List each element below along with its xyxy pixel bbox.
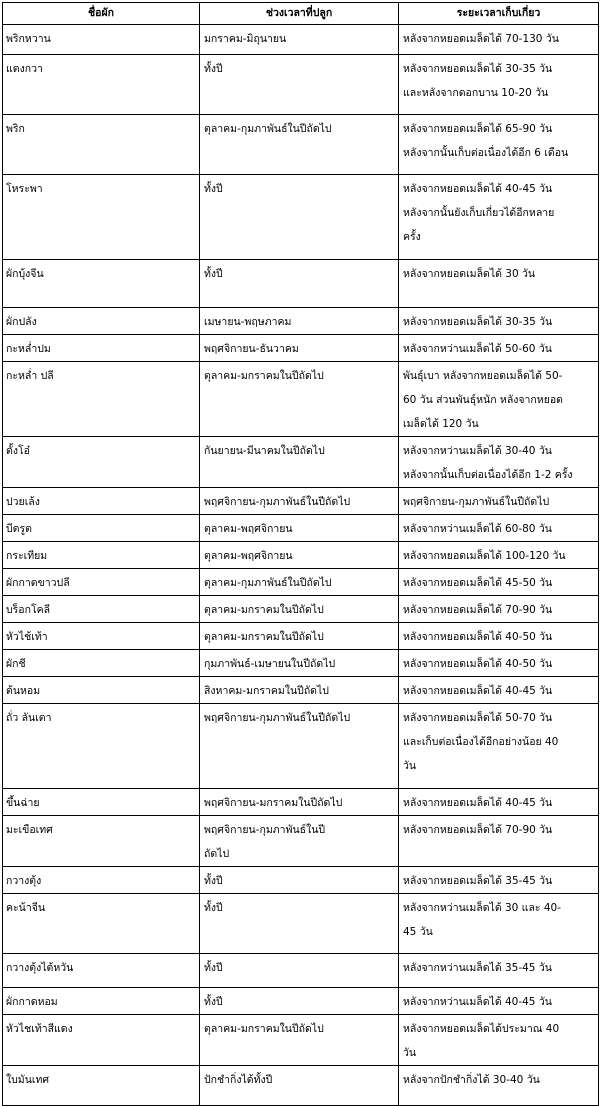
harvest-time-line: วัน xyxy=(403,1047,417,1059)
harvest-time-line: หลังจากหยอดเมล็ดได้ 50-70 วัน xyxy=(403,712,553,724)
harvest-time-line: หลังจากหยอดเมล็ดได้ 40-50 วัน xyxy=(403,631,553,643)
harvest-time-cell xyxy=(399,677,599,704)
harvest-time-cell xyxy=(399,55,599,115)
planting-period-line: มกราคม-มิถุนายน xyxy=(204,33,287,45)
vegetable-name: พริก xyxy=(6,123,25,135)
planting-period-cell xyxy=(200,704,399,789)
harvest-time-cell xyxy=(399,789,599,816)
harvest-time-cell xyxy=(399,542,599,569)
planting-period-line: ตุลาคม-กุมภาพันธ์ในปีถัดไป xyxy=(204,577,332,589)
planting-period-cell xyxy=(200,55,399,115)
harvest-time-line: หลังจากหยอดเมล็ดได้ 30-35 วัน xyxy=(403,316,553,328)
harvest-time-cell xyxy=(399,25,599,55)
vegetable-name-cell xyxy=(3,596,200,623)
vegetable-name-cell xyxy=(3,867,200,894)
vegetable-name-cell xyxy=(3,704,200,789)
vegetable-name: ถั่ว ลันเตา xyxy=(6,712,52,724)
table-row xyxy=(3,1066,599,1106)
table-row xyxy=(3,988,599,1015)
planting-period-line: เมษายน-พฤษภาคม xyxy=(204,316,292,328)
vegetable-name: โหระพา xyxy=(6,183,43,195)
table-row xyxy=(3,1015,599,1066)
harvest-time-line: 60 วัน ส่วนพันธุ์หนัก หลังจากหยอด xyxy=(403,394,563,406)
planting-period-line: ทั้งปี xyxy=(204,63,223,75)
harvest-time-line: หลังจากหยอดเมล็ดได้ 70-90 วัน xyxy=(403,824,553,836)
vegetable-name-cell xyxy=(3,623,200,650)
harvest-time-cell xyxy=(399,954,599,988)
planting-period-line: ทั้งปี xyxy=(204,268,223,280)
vegetable-name-cell xyxy=(3,308,200,335)
planting-period-cell xyxy=(200,542,399,569)
harvest-time-cell xyxy=(399,704,599,789)
table-row xyxy=(3,954,599,988)
table-row xyxy=(3,437,599,488)
planting-period-line: พฤศจิกายน-กุมภาพันธ์ในปีถัดไป xyxy=(204,712,351,724)
table-row xyxy=(3,335,599,362)
vegetable-name-cell xyxy=(3,175,200,260)
harvest-time-line: หลังจากหยอดเมล็ดได้ 40-45 วัน xyxy=(403,797,553,809)
table-row xyxy=(3,894,599,954)
planting-period-line: ปักชำกิ่งได้ทั้งปี xyxy=(204,1074,273,1086)
planting-period-line: กุมภาพันธ์-เมษายนในปีถัดไป xyxy=(204,658,336,670)
vegetable-name-cell xyxy=(3,569,200,596)
vegetable-name: ผักกาดหอม xyxy=(6,996,58,1008)
vegetable-name: ขึ้นฉ่าย xyxy=(6,797,40,809)
vegetable-name-cell xyxy=(3,789,200,816)
harvest-time-line: หลังจากหยอดเมล็ดได้ 30-35 วัน xyxy=(403,63,553,75)
harvest-time-line: หลังจากหยอดเมล็ดได้ 40-50 วัน xyxy=(403,658,553,670)
vegetable-name-cell xyxy=(3,362,200,437)
harvest-time-line: หลังจากหยอดเมล็ดได้ 40-45 วัน xyxy=(403,685,553,697)
table-row xyxy=(3,515,599,542)
planting-period-line: ทั้งปี xyxy=(204,996,223,1008)
planting-period-line: สิงหาคม-มกราคมในปีถัดไป xyxy=(204,685,329,697)
vegetable-name: ผักชี xyxy=(6,658,26,670)
vegetable-name-cell xyxy=(3,1015,200,1066)
harvest-time-line: หลังจากหว่านเมล็ดได้ 30-40 วัน xyxy=(403,445,552,457)
harvest-time-line: วัน xyxy=(403,760,417,772)
vegetable-name: ต้นหอม xyxy=(6,685,41,697)
harvest-time-cell xyxy=(399,623,599,650)
harvest-time-line: หลังจากหยอดเมล็ดได้ 30 วัน xyxy=(403,268,536,280)
header-vegetable-name: ชื่อผัก xyxy=(3,3,200,25)
vegetable-name: มะเขือเทศ xyxy=(6,824,53,836)
table-row xyxy=(3,596,599,623)
vegetable-name-cell xyxy=(3,115,200,175)
harvest-time-line: หลังจากหยอดเมล็ดได้ประมาณ 40 xyxy=(403,1023,560,1035)
planting-period-cell xyxy=(200,515,399,542)
planting-period-line: ทั้งปี xyxy=(204,902,223,914)
table-row xyxy=(3,816,599,867)
planting-period-cell xyxy=(200,867,399,894)
planting-period-line: ตุลาคม-มกราคมในปีถัดไป xyxy=(204,631,324,643)
vegetable-name-cell xyxy=(3,335,200,362)
vegetable-planting-table xyxy=(2,2,599,1106)
vegetable-name-cell xyxy=(3,677,200,704)
planting-period-line: พฤศจิกายน-กุมภาพันธ์ในปี xyxy=(204,824,326,836)
planting-period-line: ตุลาคม-มกราคมในปีถัดไป xyxy=(204,1023,324,1035)
planting-period-cell xyxy=(200,335,399,362)
planting-period-line: ทั้งปี xyxy=(204,875,223,887)
harvest-time-line: หลังจากนั้นเก็บต่อเนื่องได้อีก 6 เดือน xyxy=(403,147,569,159)
harvest-time-line: หลังจากหยอดเมล็ดได้ 100-120 วัน xyxy=(403,550,566,562)
vegetable-name: กวางตุ้ง xyxy=(6,875,42,887)
table-row xyxy=(3,55,599,115)
harvest-time-cell xyxy=(399,650,599,677)
harvest-time-line: หลังจากนั้นยังเก็บเกี่ยวได้อีกหลาย xyxy=(403,207,555,219)
table-row xyxy=(3,704,599,789)
harvest-time-line: 45 วัน xyxy=(403,926,433,938)
vegetable-name-cell xyxy=(3,954,200,988)
harvest-time-cell xyxy=(399,175,599,260)
table-row xyxy=(3,677,599,704)
vegetable-name-cell xyxy=(3,894,200,954)
planting-period-cell xyxy=(200,677,399,704)
table-row xyxy=(3,308,599,335)
vegetable-name: กระเทียม xyxy=(6,550,48,562)
harvest-time-cell xyxy=(399,437,599,488)
vegetable-name-cell xyxy=(3,1066,200,1106)
vegetable-name-cell xyxy=(3,515,200,542)
vegetable-name-cell xyxy=(3,260,200,308)
harvest-time-cell xyxy=(399,362,599,437)
harvest-time-cell xyxy=(399,488,599,515)
table-row xyxy=(3,175,599,260)
harvest-time-line: หลังจากหยอดเมล็ดได้ 40-45 วัน xyxy=(403,183,553,195)
harvest-time-line: หลังจากหว่านเมล็ดได้ 35-45 วัน xyxy=(403,962,552,974)
vegetable-name-cell xyxy=(3,55,200,115)
harvest-time-line: พันธุ์เบา หลังจากหยอดเมล็ดได้ 50- xyxy=(403,370,563,382)
table-row xyxy=(3,260,599,308)
planting-period-cell xyxy=(200,175,399,260)
vegetable-name-cell xyxy=(3,25,200,55)
planting-period-cell xyxy=(200,894,399,954)
planting-period-line: ตุลาคม-มกราคมในปีถัดไป xyxy=(204,370,324,382)
vegetable-name-cell xyxy=(3,650,200,677)
harvest-time-cell xyxy=(399,1066,599,1106)
vegetable-name: ใบมันเทศ xyxy=(6,1074,50,1086)
planting-period-cell xyxy=(200,115,399,175)
harvest-time-line: หลังจากหว่านเมล็ดได้ 50-60 วัน xyxy=(403,343,552,355)
harvest-time-line: หลังจากนั้นเก็บต่อเนื่องได้อีก 1-2 ครั้ง xyxy=(403,469,573,481)
planting-period-cell xyxy=(200,596,399,623)
planting-period-cell xyxy=(200,623,399,650)
vegetable-name: คะน้าจีน xyxy=(6,902,46,914)
vegetable-name: บร็อกโคลี xyxy=(6,604,51,616)
harvest-time-cell xyxy=(399,308,599,335)
harvest-time-cell xyxy=(399,1015,599,1066)
harvest-time-cell xyxy=(399,816,599,867)
harvest-time-line: หลังจากหยอดเมล็ดได้ 70-90 วัน xyxy=(403,604,553,616)
table-row xyxy=(3,542,599,569)
harvest-time-cell xyxy=(399,867,599,894)
harvest-time-line: พฤศจิกายน-กุมภาพันธ์ในปีถัดไป xyxy=(403,496,550,508)
vegetable-name: พริกหวาน xyxy=(6,33,51,45)
vegetable-name: กวางตุ้งไต้หวัน xyxy=(6,962,74,974)
planting-period-cell xyxy=(200,488,399,515)
table-row xyxy=(3,362,599,437)
planting-period-line: พฤศจิกายน-กุมภาพันธ์ในปีถัดไป xyxy=(204,496,351,508)
vegetable-name-cell xyxy=(3,437,200,488)
harvest-time-line: และเก็บต่อเนื่องได้อีกอย่างน้อย 40 xyxy=(403,736,559,748)
planting-period-cell xyxy=(200,988,399,1015)
vegetable-name: ปวยเล้ง xyxy=(6,496,40,508)
planting-period-line: ตุลาคม-มกราคมในปีถัดไป xyxy=(204,604,324,616)
planting-period-cell xyxy=(200,308,399,335)
planting-period-cell xyxy=(200,1015,399,1066)
harvest-time-cell xyxy=(399,988,599,1015)
table-row xyxy=(3,115,599,175)
planting-period-line: ถัดไป xyxy=(204,848,230,860)
harvest-time-cell xyxy=(399,894,599,954)
harvest-time-line: หลังจากหยอดเมล็ดได้ 65-90 วัน xyxy=(403,123,553,135)
planting-period-cell xyxy=(200,437,399,488)
planting-period-cell xyxy=(200,650,399,677)
table-row xyxy=(3,650,599,677)
table-row xyxy=(3,488,599,515)
harvest-time-cell xyxy=(399,335,599,362)
planting-period-cell xyxy=(200,569,399,596)
harvest-time-cell xyxy=(399,569,599,596)
vegetable-name: กะหล่ำ ปลี xyxy=(6,370,54,382)
harvest-time-cell xyxy=(399,260,599,308)
table-row xyxy=(3,623,599,650)
vegetable-name: ตั้งโอ๋ xyxy=(6,445,30,457)
harvest-time-line: หลังจากหว่านเมล็ดได้ 30 และ 40- xyxy=(403,902,562,914)
vegetable-name: แตงกวา xyxy=(6,63,43,75)
vegetable-name-cell xyxy=(3,816,200,867)
planting-period-cell xyxy=(200,25,399,55)
vegetable-name: ผักบุ้งจีน xyxy=(6,268,44,280)
vegetable-name-cell xyxy=(3,488,200,515)
planting-period-line: พฤศจิกายน-มกราคมในปีถัดไป xyxy=(204,797,343,809)
harvest-time-line: หลังจากหยอดเมล็ดได้ 35-45 วัน xyxy=(403,875,553,887)
header-planting-period: ช่วงเวลาที่ปลูก xyxy=(200,3,399,25)
harvest-time-line: ครั้ง xyxy=(403,231,421,243)
harvest-time-cell xyxy=(399,596,599,623)
harvest-time-line: หลังจากหยอดเมล็ดได้ 70-130 วัน xyxy=(403,33,559,45)
planting-period-line: ตุลาคม-กุมภาพันธ์ในปีถัดไป xyxy=(204,123,332,135)
harvest-time-cell xyxy=(399,115,599,175)
harvest-time-line: หลังจากหว่านเมล็ดได้ 60-80 วัน xyxy=(403,523,552,535)
table-row xyxy=(3,867,599,894)
planting-period-cell xyxy=(200,954,399,988)
planting-period-line: ทั้งปี xyxy=(204,183,223,195)
planting-period-line: ทั้งปี xyxy=(204,962,223,974)
harvest-time-line: หลังจากปักชำกิ่งได้ 30-40 วัน xyxy=(403,1074,540,1086)
harvest-time-line: หลังจากหว่านเมล็ดได้ 40-45 วัน xyxy=(403,996,552,1008)
vegetable-name: หัวไชเท้าสีแดง xyxy=(6,1023,73,1035)
table-row xyxy=(3,789,599,816)
harvest-time-line: หลังจากหยอดเมล็ดได้ 45-50 วัน xyxy=(403,577,553,589)
planting-period-cell xyxy=(200,816,399,867)
harvest-time-line: และหลังจากดอกบาน 10-20 วัน xyxy=(403,87,549,99)
header-harvest-time: ระยะเวลาเก็บเกี่ยว xyxy=(399,3,599,25)
planting-period-line: ตุลาคม-พฤศจิกายน xyxy=(204,550,293,562)
vegetable-name: ผักปลัง xyxy=(6,316,37,328)
table-row xyxy=(3,25,599,55)
header-row xyxy=(3,3,599,25)
planting-period-cell xyxy=(200,1066,399,1106)
planting-period-cell xyxy=(200,362,399,437)
vegetable-name: หัวไช้เท้า xyxy=(6,631,48,643)
planting-period-cell xyxy=(200,789,399,816)
planting-period-line: ตุลาคม-พฤศจิกายน xyxy=(204,523,293,535)
vegetable-name-cell xyxy=(3,542,200,569)
vegetable-name-cell xyxy=(3,988,200,1015)
planting-period-line: กันยายน-มีนาคมในปีถัดไป xyxy=(204,445,325,457)
harvest-time-cell xyxy=(399,515,599,542)
table-row xyxy=(3,569,599,596)
planting-period-line: พฤศจิกายน-ธันวาคม xyxy=(204,343,299,355)
harvest-time-line: เมล็ดได้ 120 วัน xyxy=(403,418,479,430)
planting-period-cell xyxy=(200,260,399,308)
vegetable-name: กะหล่ำปม xyxy=(6,343,51,355)
vegetable-name: ผักกาดขาวปลี xyxy=(6,577,70,589)
vegetable-name: บีตรูต xyxy=(6,523,32,535)
